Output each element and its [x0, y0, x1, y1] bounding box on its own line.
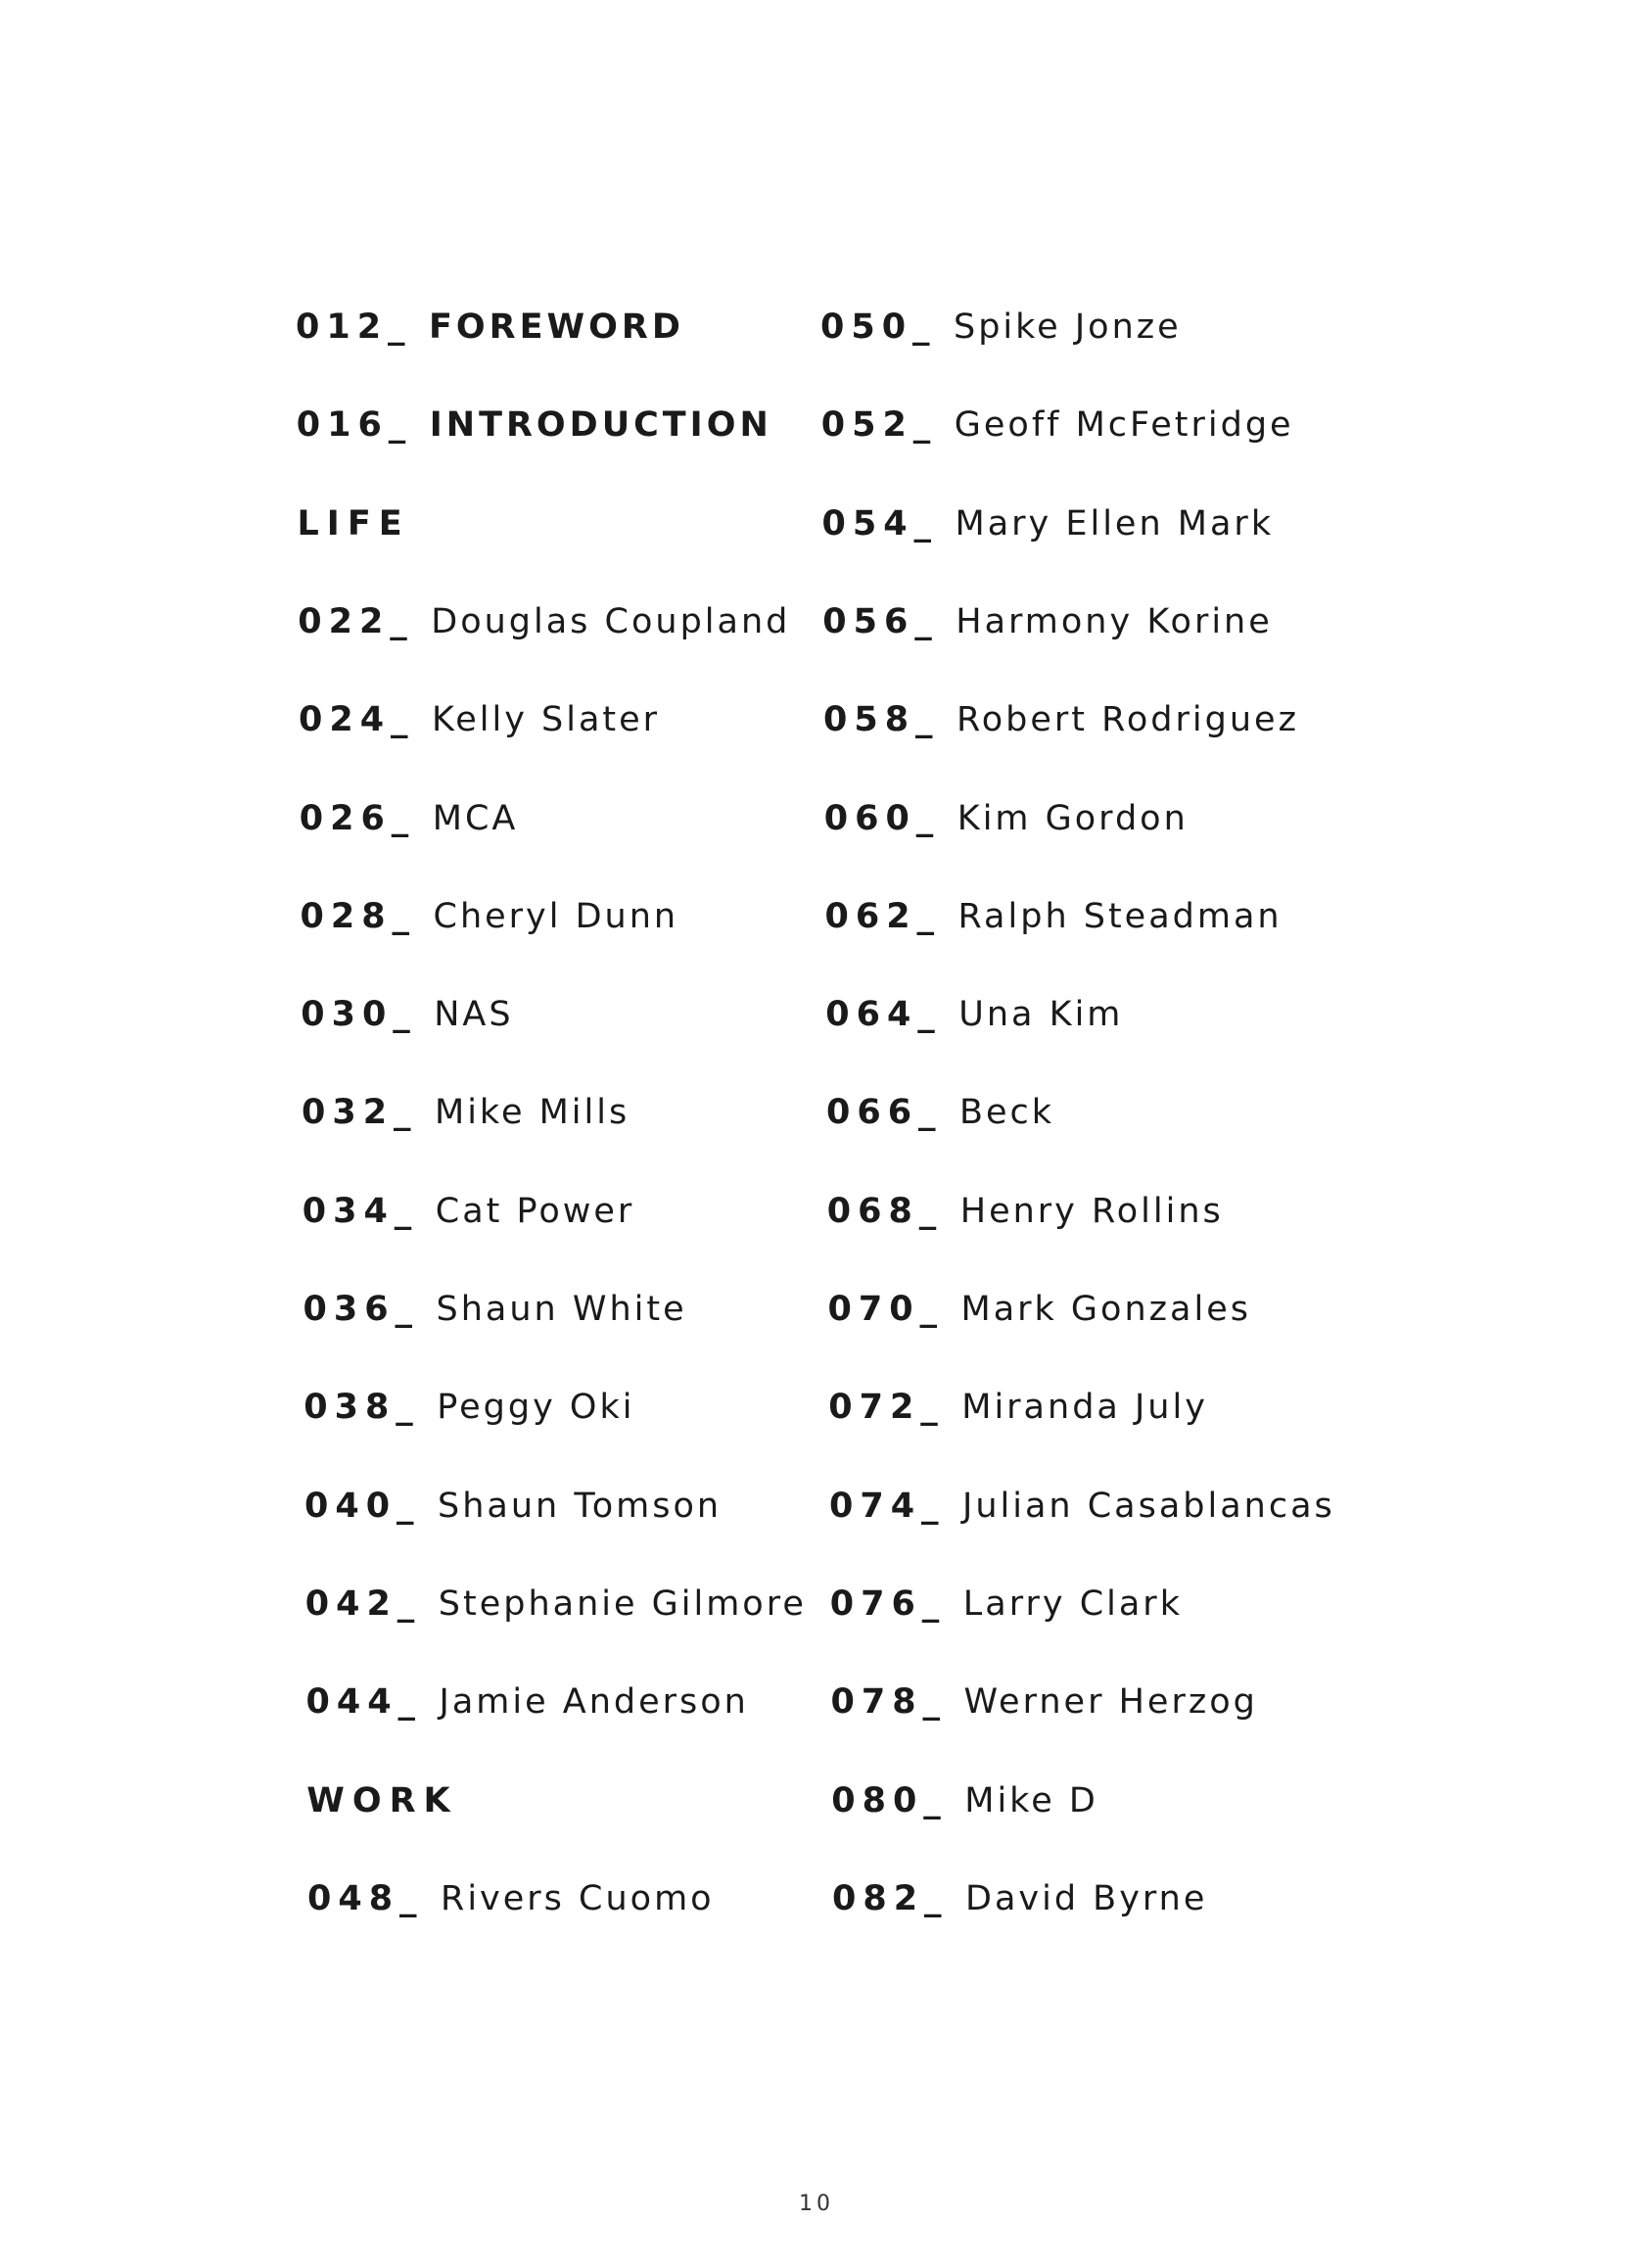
toc-entry	[827, 1182, 1224, 1241]
toc-entry	[832, 1869, 1207, 1928]
page-reference: 028_	[300, 896, 417, 936]
entry-title: Una Kim	[958, 995, 1124, 1035]
toc-entry	[821, 396, 1294, 454]
toc-entry	[831, 1673, 1258, 1731]
entry-title: Mike D	[964, 1780, 1098, 1820]
page-reference: 022_	[298, 601, 414, 641]
entry-title: Spike Jonze	[954, 307, 1182, 347]
page-reference: 078_	[830, 1682, 948, 1723]
page-reference: 038_	[303, 1388, 420, 1428]
entry-title: Ralph Steadman	[957, 896, 1283, 936]
entry-title: Kim Gordon	[956, 798, 1189, 838]
entry-title: David Byrne	[965, 1878, 1208, 1918]
page-reference: 072_	[828, 1388, 945, 1428]
toc-entry	[828, 1280, 1251, 1339]
entry-title: Jamie Anderson	[439, 1682, 749, 1723]
entry-title: Mike Mills	[435, 1093, 630, 1133]
page-reference: 064_	[825, 995, 942, 1035]
page-reference: 048_	[307, 1878, 424, 1918]
page-reference: 040_	[304, 1486, 421, 1526]
entry-title: Julian Casablancas	[962, 1486, 1335, 1526]
section-title: WORK	[306, 1780, 458, 1820]
entry-title: MCA	[432, 798, 519, 838]
page-reference: 060_	[823, 798, 941, 838]
entry-title: Peggy Oki	[437, 1388, 635, 1428]
page-reference: 050_	[820, 307, 937, 347]
entry-title: Mark Gonzales	[960, 1290, 1251, 1329]
page-reference: 052_	[820, 405, 938, 446]
page-reference: 068_	[826, 1191, 944, 1231]
entry-title: Cheryl Dunn	[433, 896, 679, 936]
page-reference: 054_	[821, 503, 939, 543]
toc-entry	[828, 1378, 1208, 1437]
page-reference: 080_	[831, 1780, 948, 1820]
entry-title: Geoff McFetridge	[954, 405, 1294, 446]
toc-entry	[825, 985, 1123, 1044]
page-reference: 012_	[296, 307, 412, 347]
page-number: 10	[799, 2192, 834, 2216]
entry-title: Kelly Slater	[432, 700, 661, 740]
entry-title: Rivers Cuomo	[441, 1878, 715, 1918]
page-reference: 070_	[827, 1290, 945, 1329]
entry-title: Henry Rollins	[959, 1191, 1224, 1231]
toc-entry	[825, 887, 1283, 946]
entry-title: Mary Ellen Mark	[955, 503, 1275, 543]
entry-title: Werner Herzog	[963, 1682, 1258, 1723]
page-reference: 036_	[303, 1290, 420, 1329]
toc-entry	[829, 1477, 1335, 1536]
entry-title: Larry Clark	[962, 1583, 1183, 1624]
toc-entry	[830, 1575, 1183, 1633]
entry-title: Shaun Tomson	[438, 1486, 723, 1526]
entry-title: INTRODUCTION	[429, 405, 772, 446]
page-reference: 082_	[832, 1878, 949, 1918]
page-reference: 066_	[826, 1093, 943, 1133]
page-reference: 044_	[305, 1682, 423, 1723]
toc-entry	[820, 298, 1182, 356]
entry-title: Stephanie Gilmore	[438, 1583, 807, 1624]
page-reference: 076_	[829, 1583, 947, 1624]
entry-title: Beck	[959, 1093, 1055, 1133]
page-reference: 058_	[823, 700, 940, 740]
page-reference: 024_	[299, 700, 415, 740]
toc-entry	[831, 1772, 1098, 1830]
toc-entry	[822, 592, 1273, 651]
entry-title: Shaun White	[436, 1290, 687, 1329]
entry-title: Robert Rodriguez	[956, 700, 1299, 740]
entry-title: Harmony Korine	[956, 601, 1273, 641]
entry-title: FOREWORD	[429, 307, 684, 347]
page-reference: 062_	[824, 896, 942, 936]
page-reference: 074_	[829, 1486, 946, 1526]
page-reference: 056_	[822, 601, 939, 641]
page-reference: 034_	[302, 1191, 419, 1231]
toc-entry	[823, 690, 1299, 749]
section-title: LIFE	[297, 503, 410, 543]
toc-entry	[826, 1083, 1054, 1142]
page-reference: 030_	[301, 995, 417, 1035]
page-reference: 026_	[299, 798, 416, 838]
entry-title: Miranda July	[961, 1388, 1208, 1428]
toc-entry	[822, 495, 1275, 553]
entry-title: NAS	[434, 995, 514, 1035]
page-reference: 032_	[302, 1093, 418, 1133]
toc-entry	[824, 789, 1189, 848]
page-reference: 042_	[304, 1583, 422, 1624]
page-reference: 016_	[296, 405, 413, 446]
entry-title: Cat Power	[435, 1191, 635, 1231]
entry-title: Douglas Coupland	[431, 601, 791, 641]
